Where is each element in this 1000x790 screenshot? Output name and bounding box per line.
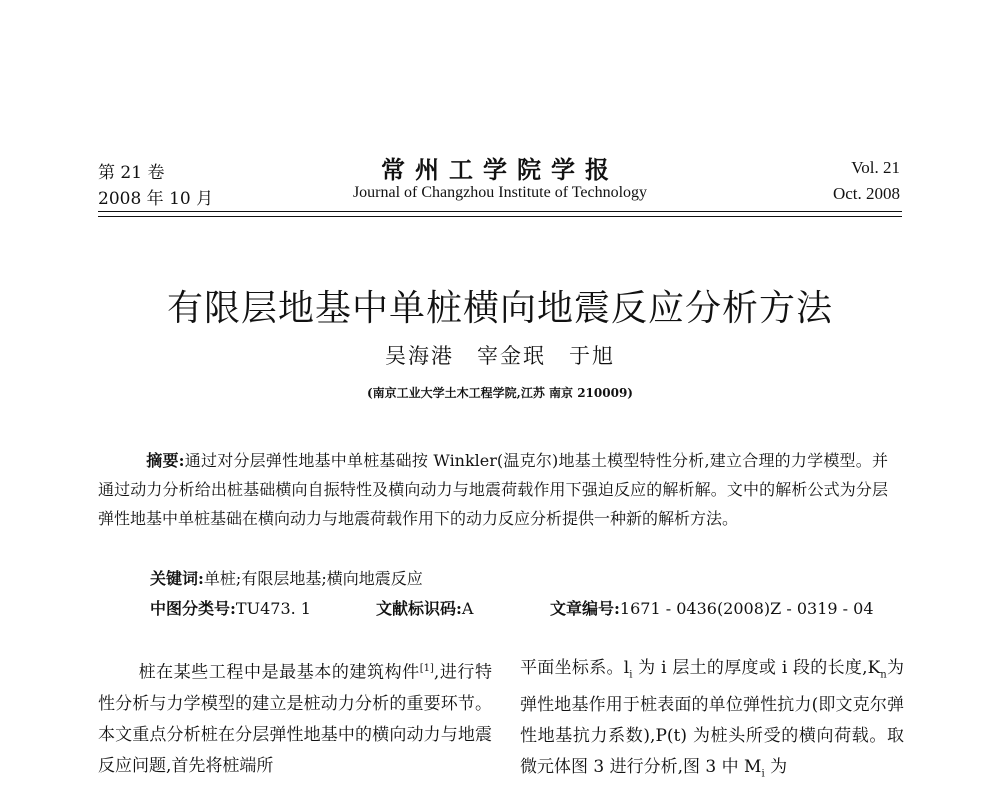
citation-ref: [1] (419, 663, 434, 674)
journal-title-cn: 常州工学院学报 (381, 155, 619, 184)
body-right-text-2: 为 i 层土的厚度或 i 段的长度,K (638, 658, 881, 678)
body-left-text-1: 桩在某些工程中是最基本的建筑构件 (138, 662, 420, 683)
clc-value: TU473. 1 (235, 599, 311, 618)
doc-code (376, 596, 473, 619)
header-rule-top (98, 211, 902, 212)
abstract (98, 446, 888, 533)
volume-label-cn: 第 21 卷 (98, 163, 165, 183)
date-label-cn: 2008 年 10 月 (98, 189, 214, 209)
article-affiliation: (南京工业大学土木工程学院,江苏 南京 210009) (367, 386, 633, 400)
article-title: 有限层地基中单桩横向地震反应分析方法 (166, 288, 833, 329)
article-number-label: 文章编号: (550, 599, 620, 618)
keywords-label: 关键词: (150, 569, 204, 588)
body-right-text-1: 平面坐标系。l (520, 658, 630, 678)
subscript-i: i (629, 669, 633, 681)
body-right-column (520, 653, 904, 790)
body-right-text-4: 为 (770, 757, 788, 778)
article-number-value: 1671 - 0436(2008)Z - 0319 - 04 (619, 599, 874, 618)
keywords-text: 单桩;有限层地基;横向地震反应 (203, 569, 423, 588)
body-left-text-2: ,进行特性分析与力学模型的建立是桩动力分析的重要环节。本文重点分析桩在分层弹性地基中的横向动力与地震反应问题,首先将桩端所 (98, 662, 493, 776)
keywords (150, 566, 423, 589)
body-left-column (98, 653, 492, 782)
clc-label: 中图分类号: (150, 599, 236, 618)
subscript-n: n (880, 669, 887, 681)
doc-value: A (461, 599, 474, 618)
clc-number (150, 596, 311, 619)
body-right-text-3: 为弹性地基作用于桩表面的单位弹性抗力(即文克尔弹性地基抗力系数),P(t) 为桩头所受的横向荷载。取微元体图 3 进行分析,图 3 中 M (520, 658, 905, 778)
date-label-en: Oct. 2008 (832, 184, 900, 203)
header-rule-bottom (98, 216, 902, 217)
subscript-i2: i (761, 768, 765, 780)
journal-title-en: Journal of Changzhou Institute of Technology (352, 184, 648, 201)
doc-label: 文献标识码: (376, 599, 462, 618)
volume-label-en: Vol. 21 (851, 158, 900, 177)
article-number (550, 596, 874, 619)
abstract-label: 摘要: (146, 451, 185, 470)
article-authors: 吴海港 宰金珉 于旭 (385, 344, 615, 368)
abstract-text: 通过对分层弹性地基中单桩基础按 Winkler(温克尔)地基土模型特性分析,建立合理的力学模型。并通过动力分析给出桩基础横向自振特性及横向动力与地震荷载作用下强迫反应的解析解。文中的解析公式为分层弹性地基中单桩基础在横向动力与地震荷载作用下的动力反应分析提供一种新的解析方法。 (98, 451, 888, 528)
